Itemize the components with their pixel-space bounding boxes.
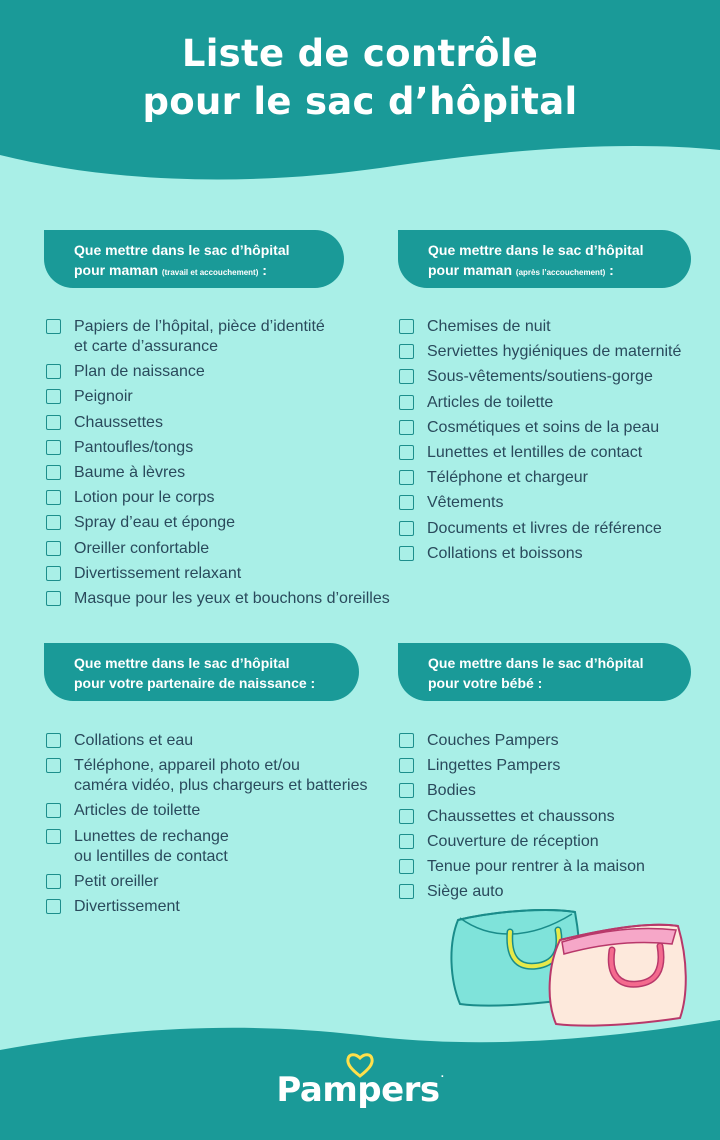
section-heading-mom-after [398, 230, 691, 288]
checklist-item-label: Téléphone, appareil photo et/ou [74, 757, 300, 775]
heading-line-2 [74, 260, 326, 283]
checklist-item [46, 731, 396, 751]
checklist-item-label: Lunettes et lentilles de contact [427, 443, 643, 461]
title-line-2: pour le sac d’hôpital [142, 80, 578, 123]
checklist-item-label: Chaussettes [74, 413, 163, 431]
checklist-item-label: Plan de naissance [74, 363, 205, 381]
checklist-item [399, 317, 714, 337]
checkbox-icon[interactable] [46, 515, 61, 530]
checklist-item-label: Pantoufles/tongs [74, 438, 194, 456]
checklist-mom-labor [46, 317, 406, 614]
checkbox-icon[interactable] [46, 758, 61, 773]
checkbox-icon[interactable] [399, 445, 414, 460]
checklist-item [46, 438, 406, 458]
heading-line-2 [428, 260, 673, 283]
checklist-item-label: Papiers de l’hôpital, pièce d’identité [74, 318, 325, 335]
checkbox-icon[interactable] [399, 546, 414, 561]
checkbox-icon[interactable] [399, 495, 414, 510]
checklist-item [399, 807, 714, 827]
checklist-item-label: Chemises de nuit [427, 318, 551, 335]
checklist-item [46, 589, 406, 609]
checkbox-icon[interactable] [399, 470, 414, 485]
checkbox-icon[interactable] [399, 521, 414, 536]
checkbox-icon[interactable] [399, 344, 414, 359]
checklist-item-label: Couches Pampers [427, 732, 559, 749]
checklist-item [46, 488, 406, 508]
checkbox-icon[interactable] [399, 733, 414, 748]
heading-line-1: Que mettre dans le sac d’hôpital [74, 242, 290, 258]
checkbox-icon[interactable] [399, 859, 414, 874]
checkbox-icon[interactable] [399, 884, 414, 899]
logo-mark: . [440, 1070, 444, 1080]
checklist-item [46, 539, 406, 559]
checkbox-icon[interactable] [46, 874, 61, 889]
checklist-item [46, 827, 396, 867]
checklist-item-label: Articles de toilette [74, 802, 201, 820]
checkbox-icon[interactable] [46, 803, 61, 818]
checklist-item-label: Divertissement relaxant [74, 564, 242, 582]
checkbox-icon[interactable] [46, 541, 61, 556]
checklist-item-label: Lunettes de rechange [74, 827, 229, 845]
checkbox-icon[interactable] [399, 420, 414, 435]
checklist-item-label: Téléphone et chargeur [427, 469, 588, 487]
toiletry-bags-illustration [440, 900, 695, 1035]
checklist-item [399, 393, 714, 413]
checklist-item-label: Lingettes Pampers [427, 757, 561, 775]
checklist-item-label: Spray d’eau et éponge [74, 514, 236, 532]
heading-line-2: pour votre bébé : [428, 675, 543, 691]
checklist-item-label: et carte d’assurance [74, 338, 219, 355]
checklist-item-label: Bodies [427, 782, 476, 800]
checkbox-icon[interactable] [46, 440, 61, 455]
checkbox-icon[interactable] [46, 829, 61, 844]
checklist-mom-after [399, 317, 714, 569]
checklist-item-label: Collations et boissons [427, 544, 583, 562]
heading-main: pour maman [428, 262, 513, 278]
checkbox-icon[interactable] [46, 733, 61, 748]
checklist-item [46, 897, 396, 917]
checklist-item-label: Peignoir [74, 388, 133, 406]
checklist-item [399, 493, 714, 513]
checklist-item-label: Siège auto [427, 883, 504, 901]
checklist-item-label: Masque pour les yeux et bouchons d’oreilles [74, 589, 390, 607]
checklist-item-label: Cosmétiques et soins de la peau [427, 418, 660, 436]
logo-text: Pampers [276, 1070, 440, 1110]
checklist-item [46, 756, 396, 796]
heading-line-1: Que mettre dans le sac d’hôpital [428, 242, 644, 258]
checklist-item [399, 544, 714, 564]
checklist-item-label: Chaussettes et chaussons [427, 807, 615, 825]
checkbox-icon[interactable] [46, 415, 61, 430]
section-heading-partner [44, 643, 359, 701]
checkbox-icon[interactable] [46, 490, 61, 505]
checklist-item-label: Documents et livres de référence [427, 519, 662, 537]
checklist-baby [399, 731, 714, 907]
checklist-item [399, 857, 714, 877]
checklist-item-label: Tenue pour rentrer à la maison [427, 857, 645, 875]
checklist-item [399, 468, 714, 488]
checklist-item-label: Articles de toilette [427, 393, 554, 411]
checkbox-icon[interactable] [399, 834, 414, 849]
checklist-item [399, 367, 714, 387]
checklist-item-label: Vêtements [427, 494, 504, 512]
checklist-item [399, 781, 714, 801]
checklist-item [46, 564, 406, 584]
checkbox-icon[interactable] [46, 319, 61, 334]
heading-line-2: pour votre partenaire de naissance : [74, 675, 316, 691]
checklist-item [399, 519, 714, 539]
checklist-item [46, 801, 396, 821]
checklist-item [46, 463, 406, 483]
checklist-item-label: caméra vidéo, plus chargeurs et batteries [74, 777, 368, 795]
checklist-item-label: Baume à lèvres [74, 463, 186, 481]
checkbox-icon[interactable] [46, 566, 61, 581]
checkbox-icon[interactable] [46, 364, 61, 379]
checklist-item-label: Lotion pour le corps [74, 489, 215, 507]
checklist-item [399, 342, 714, 362]
checkbox-icon[interactable] [399, 809, 414, 824]
checklist-item-label: Petit oreiller [74, 872, 159, 890]
checklist-item-label: ou lentilles de contact [74, 847, 228, 865]
checklist-partner [46, 731, 396, 922]
checkbox-icon[interactable] [46, 899, 61, 914]
checklist-item-label: Couverture de réception [427, 832, 599, 850]
heading-note: (après l’accouchement) [515, 268, 606, 277]
checklist-item [46, 413, 406, 433]
title-line-1: Liste de contrôle [181, 32, 539, 75]
checklist-item-label: Sous-vêtements/soutiens-gorge [427, 368, 653, 386]
checklist-item-label: Divertissement [74, 897, 180, 915]
checklist-item [399, 756, 714, 776]
checklist-item [46, 362, 406, 382]
heading-line-1: Que mettre dans le sac d’hôpital [74, 655, 290, 671]
checklist-item [46, 387, 406, 407]
checklist-item [399, 731, 714, 751]
section-heading-mom-labor [44, 230, 344, 288]
pampers-logo [0, 1070, 720, 1110]
checklist-item [399, 418, 714, 438]
checkbox-icon[interactable] [46, 465, 61, 480]
checklist-item-label: Serviettes hygiéniques de maternité [427, 343, 682, 361]
checkbox-icon[interactable] [46, 389, 61, 404]
checklist-item [399, 443, 714, 463]
heading-note: (travail et accouchement) [161, 268, 259, 277]
checklist-item-label: Oreiller confortable [74, 539, 210, 557]
checkbox-icon[interactable] [399, 395, 414, 410]
checklist-item [46, 317, 406, 357]
checklist-item [46, 513, 406, 533]
checklist-item [399, 832, 714, 852]
section-heading-baby [398, 643, 691, 701]
checkbox-icon[interactable] [46, 591, 61, 606]
pink-bag [550, 925, 686, 1026]
checklist-item-label: Collations et eau [74, 732, 194, 749]
heading-main: pour maman [74, 262, 159, 278]
checklist-item [46, 872, 396, 892]
checkbox-icon[interactable] [399, 369, 414, 384]
checkbox-icon[interactable] [399, 758, 414, 773]
checkbox-icon[interactable] [399, 783, 414, 798]
page-title [0, 30, 720, 126]
heading-line-1: Que mettre dans le sac d’hôpital [428, 655, 644, 671]
checkbox-icon[interactable] [399, 319, 414, 334]
heading-end: : [258, 262, 267, 278]
heading-end: : [605, 262, 614, 278]
